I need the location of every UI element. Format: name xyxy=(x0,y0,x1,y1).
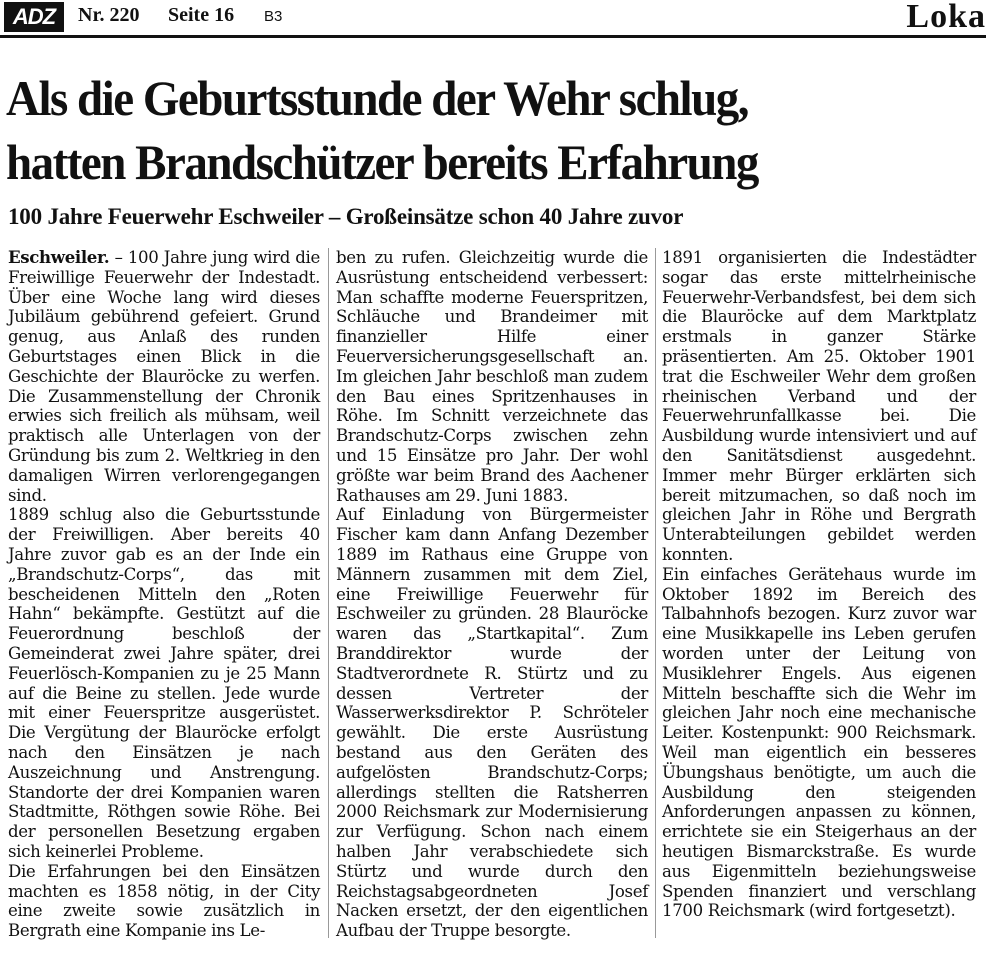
article-column-2 xyxy=(336,248,648,941)
section-name: Loka xyxy=(906,0,986,35)
dateline: Eschweiler. xyxy=(8,247,110,267)
page-number: Seite 16 xyxy=(168,4,235,26)
article-column-1 xyxy=(8,248,320,941)
section-code: B3 xyxy=(264,8,283,25)
headline-line-1: Als die Geburtsstunde der Wehr schlug, xyxy=(6,70,748,126)
paragraph: Ein einfaches Gerätehaus wurde im Oktober 1892 im Bereich des Talbahnhofs bezogen. Kurz zuvor war eine Musikkapelle ins Leben gerufen worden unter der Leitung von Musiklehrer Engels. Aus eigenen Mitteln beschaffte sich die Wehr im gleichen Jahr noch eine mechanische Leiter. Kostenpunkt: 900 Reichsmark. Weil man eigentlich ein besseres Übungshaus benötigte, um auch die Ausbildung den steigenden Anforderungen anpassen zu können, errichtete sie ein Steigerhaus an der heutigen Bismarckstraße. Es wurde aus Eigenmitteln beziehungsweise Spenden finanziert und verschlang 1700 Reichsmark (wird fortgesetzt). xyxy=(662,564,976,921)
paragraph: ben zu rufen. Gleichzeitig wurde die Ausrüstung entscheidend verbessert: Man schaffte moderne Feuerspritzen, Schläuche und Brandeimer mit finanzieller Hilfe einer Feuerversicherungsgesellschaft an. Im gleichen Jahr beschloß man zudem den Bau eines Spritzenhauses in Röhe. Im Schnitt verzeichnete das Brandschutz-Corps zwischen zehn und 15 Einsätze pro Jahr. Der wohl größte war beim Brand des Aachener Rathauses am 29. Juni 1883. xyxy=(336,248,648,505)
column-divider xyxy=(328,248,329,938)
paragraph: 1891 organisierten die Indestädter sogar das erste mittelrheinische Feuerwehr-Verbandsfest, bei dem sich die Blauröcke auf dem Marktplatz erstmals in ganzer Stärke präsentierten. Am 25. Oktober 1901 trat die Eschweiler Wehr dem großen rheinischen Verband und der Feuerwehrunfallkasse bei. Die Ausbildung wurde intensiviert und auf den Sanitätsdienst ausgedehnt. Immer mehr Bürger erklärten sich bereit mitzumachen, so daß noch im gleichen Jahr in Röhe und Bergrath Unterabteilungen gebildet werden konnten. xyxy=(662,248,976,564)
paragraph: Auf Einladung von Bürgermeister Fischer kam dann Anfang Dezember 1889 im Rathaus eine Gruppe von Männern zusammen mit dem Ziel, eine Freiwillige Feuerwehr für Eschweiler zu gründen. 28 Blauröcke waren das „Startkapital“. Zum Branddirektor wurde der Stadtverordnete R. Stürtz und zu dessen Vertreter der Wasserwerksdirektor P. Schröteler gewählt. Die erste Ausrüstung bestand aus den Geräten des aufgelösten Brandschutz-Corps; allerdings stellten die Ratsherren 2000 Reichsmark zur Modernisierung zur Verfügung. Schon nach einem halben Jahr verabschiedete sich Stürtz und wurde durch den Reichstagsabgeordneten Josef Nacken ersetzt, der den eigentlichen Aufbau der Truppe besorgte. xyxy=(336,505,648,941)
newspaper-logo: ADZ xyxy=(4,2,64,32)
article-subheadline: 100 Jahre Feuerwehr Eschweiler – Großeinsätze schon 40 Jahre zuvor xyxy=(8,204,684,229)
masthead-rule xyxy=(0,35,986,38)
paragraph: 1889 schlug also die Geburtsstunde der Freiwilligen. Aber bereits 40 Jahre zuvor gab es an der Inde ein „Brandschutz-Corps“, das mit bescheidenen Mitteln den „Roten Hahn“ bekämpfte. Gestützt auf die Feuerordnung beschloß der Gemeinderat zwei Jahre später, drei Feuerlösch-Kompanien zu je 25 Mann auf die Beine zu stellen. Jede wurde mit einer Feuerspritze ausgerüstet. Die Vergütung der Blauröcke erfolgt nach den Einsätzen je nach Auszeichnung und Anstrengung. Standorte der drei Kompanien waren Stadtmitte, Röthgen sowie Röhe. Bei der personellen Besetzung ergaben sich keinerlei Probleme. xyxy=(8,505,320,861)
paragraph xyxy=(8,248,320,505)
article-column-3 xyxy=(662,248,976,921)
column-divider xyxy=(655,248,656,938)
headline-line-2: hatten Brandschützer bereits Erfahrung xyxy=(6,134,758,190)
masthead xyxy=(0,0,986,36)
issue-number: Nr. 220 xyxy=(78,4,140,26)
paragraph: Die Erfahrungen bei den Einsätzen machten es 1858 nötig, in der City eine zweite sowie zusätzlich in Bergrath eine Kompanie ins Le- xyxy=(8,861,320,941)
article-headline xyxy=(6,66,923,194)
paragraph-text: – 100 Jahre jung wird die Freiwillige Feuerwehr der Indestadt. Über eine Woche lang wird dieses Jubiläum gebührend gefeiert. Grund genug, aus Anlaß des runden Geburtstages einen Blick in die Geschichte der Blauröcke zu werfen. Die Zusammenstellung der Chronik erwies sich freilich als mühsam, weil praktisch alle Unterlagen von der Gründung bis zum 2. Weltkrieg in den damaligen Wirren verlorengegangen sind. xyxy=(8,248,320,505)
